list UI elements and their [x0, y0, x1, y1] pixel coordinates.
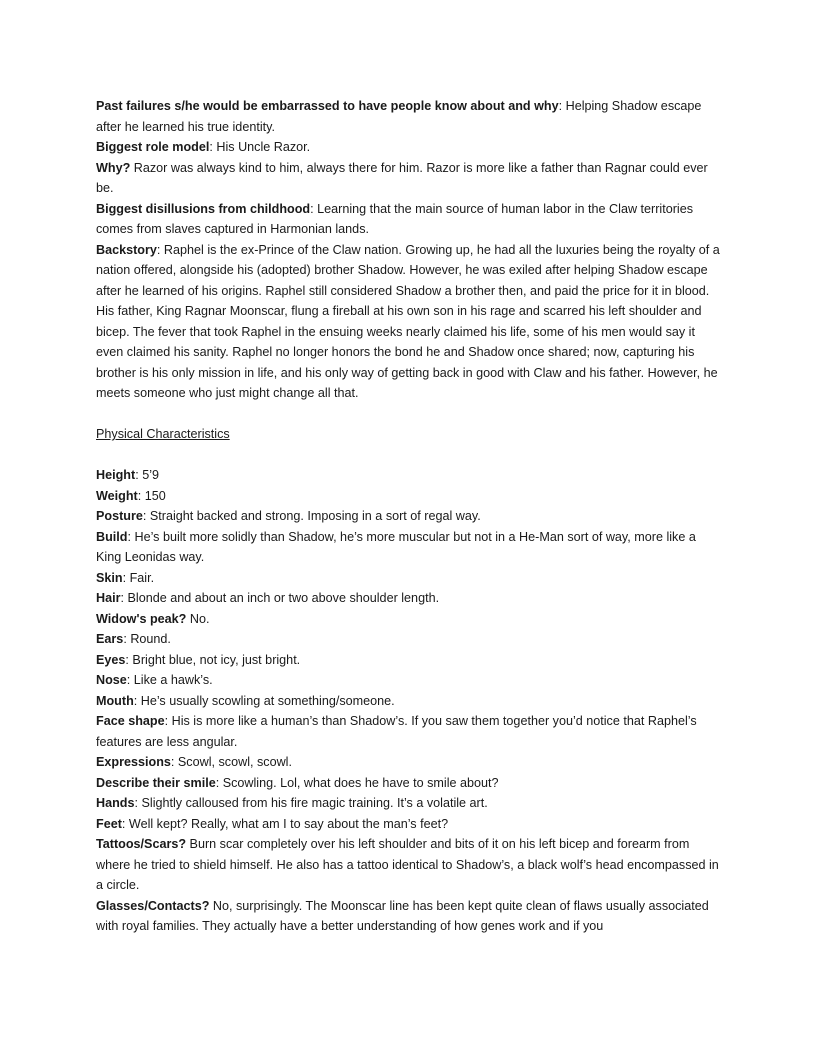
field-feet — [96, 814, 720, 835]
field-separator: : — [170, 755, 178, 769]
field-separator: : — [134, 796, 142, 810]
field-separator: : — [125, 652, 133, 667]
field-separator: : — [133, 693, 141, 708]
field-value: Blonde and about an inch or two above shoulder length. — [127, 591, 440, 605]
field-label: Past failures s/he would be embarrassed to have people know about and why — [96, 99, 559, 113]
field-value: Like a hawk’s. — [133, 673, 213, 687]
field-label: Expressions — [96, 755, 171, 769]
field-label: Ears — [96, 632, 124, 646]
field-label: Backstory — [96, 242, 157, 257]
field-label: Height — [96, 468, 136, 482]
field-label: Hands — [96, 796, 135, 810]
field-separator: : — [310, 201, 318, 216]
field-label: Skin — [96, 570, 123, 585]
field-value: His Uncle Razor. — [216, 140, 311, 154]
blank-line — [96, 404, 720, 425]
field-value: Straight backed and strong. Imposing in a sort of regal way. — [149, 509, 481, 523]
field-glasses-contacts — [96, 896, 720, 937]
field-value: He’s usually scowling at something/someone. — [140, 693, 395, 708]
document-page — [96, 96, 720, 937]
field-hair — [96, 588, 720, 609]
field-value: Learning that the main source of human labor in the Claw territories comes from slaves captured in Harmonian lands. — [96, 201, 694, 236]
field-value: Well kept? Really, what am I to say about the man’s feet? — [128, 816, 449, 831]
field-value: Bright blue, not icy, just bright. — [132, 652, 301, 667]
field-value: Raphel is the ex-Prince of the Claw nation. Growing up, he had all the luxuries being the royalty of a nation offered, alongside his (adopted) brother Shadow. However, he was exiled after helping Shadow escape after he learned of his origins. Raphel still considered Shadow a brother then, and paid the price for it in blood. His father, King Ragnar Moonscar, flung a fireball at his own son in his rage and scarred his left shoulder and bicep. The fever that took Raphel in the ensuing weeks nearly claimed his life, some of his men would say it even claimed his sanity. Raphel no longer honors the bond he and Shadow once shared; now, capturing his brother is his only mission in life, and his only way of getting back in good with Claw and his father. However, he meets someone who just might change all that. — [96, 242, 720, 400]
field-face-shape — [96, 711, 720, 752]
field-label: Describe their smile — [96, 775, 216, 790]
field-value: Helping Shadow escape after he learned his true identity. — [96, 99, 702, 134]
field-label: Face shape — [96, 714, 165, 728]
field-label: Nose — [96, 673, 127, 687]
field-mouth — [96, 691, 720, 712]
field-ears — [96, 629, 720, 650]
field-why — [96, 158, 720, 199]
field-separator: : — [209, 140, 217, 154]
field-separator: : — [137, 488, 145, 503]
field-label: Biggest role model — [96, 140, 210, 154]
field-separator: : — [121, 816, 129, 831]
field-height — [96, 465, 720, 486]
field-separator: : — [135, 468, 143, 482]
field-label: Feet — [96, 816, 122, 831]
field-expressions — [96, 752, 720, 773]
field-widows-peak — [96, 609, 720, 630]
field-eyes — [96, 650, 720, 671]
field-separator: : — [120, 591, 128, 605]
field-label: Posture — [96, 509, 143, 523]
field-separator: : — [123, 632, 131, 646]
field-separator: : — [156, 242, 164, 257]
field-label: Hair — [96, 591, 121, 605]
field-weight — [96, 486, 720, 507]
field-value: Scowl, scowl, scowl. — [177, 755, 292, 769]
field-label: Biggest disillusions from childhood — [96, 201, 311, 216]
field-value: Burn scar completely over his left shoulder and bits of it on his left bicep and forearm from where he tried to shield himself. He also has a tattoo identical to Shadow’s, a black wolf’s head encompassed in a circle. — [96, 837, 719, 892]
field-separator: : — [164, 714, 172, 728]
section-heading: Physical Characteristics — [96, 427, 230, 441]
field-label: Glasses/Contacts? — [96, 898, 210, 913]
field-value: 150 — [144, 488, 166, 503]
field-separator: : — [122, 570, 130, 585]
field-value: His is more like a human’s than Shadow’s. If you saw them together you’d notice that Raphel’s features are less angular. — [96, 714, 697, 749]
field-smile — [96, 773, 720, 794]
field-label: Build — [96, 529, 128, 544]
field-value: Round. — [130, 632, 171, 646]
field-label: Why? — [96, 160, 131, 175]
field-hands — [96, 793, 720, 814]
field-disillusions — [96, 199, 720, 240]
field-posture — [96, 506, 720, 527]
field-value: Fair. — [129, 570, 155, 585]
field-separator: : — [126, 673, 134, 687]
field-separator: : — [215, 775, 223, 790]
field-label: Eyes — [96, 652, 126, 667]
field-separator: : — [142, 509, 150, 523]
field-value: 5’9 — [142, 468, 159, 482]
field-separator: : — [127, 529, 135, 544]
field-value: No, surprisingly. The Moonscar line has been kept quite clean of flaws usually associated with royal families. They actually have a better understanding of how genes work and if you — [96, 898, 709, 933]
field-biggest-role-model — [96, 137, 720, 158]
field-label: Weight — [96, 488, 138, 503]
field-value: Scowling. Lol, what does he have to smile about? — [222, 775, 499, 790]
field-nose — [96, 670, 720, 691]
field-tattoos-scars — [96, 834, 720, 896]
field-build — [96, 527, 720, 568]
field-label: Widow's peak? — [96, 611, 187, 626]
field-value: He’s built more solidly than Shadow, he’s more muscular but not in a He-Man sort of way, more like a King Leonidas way. — [96, 529, 696, 564]
field-separator: : — [558, 99, 566, 113]
field-value: No. — [189, 611, 210, 626]
field-backstory — [96, 240, 720, 404]
blank-line — [96, 445, 720, 466]
field-past-failures — [96, 96, 720, 137]
field-label: Tattoos/Scars? — [96, 837, 187, 851]
field-skin — [96, 568, 720, 589]
field-label: Mouth — [96, 693, 134, 708]
field-value: Razor was always kind to him, always there for him. Razor is more like a father than Ragnar could ever be. — [96, 160, 708, 195]
field-value: Slightly calloused from his fire magic training. It’s a volatile art. — [141, 796, 488, 810]
